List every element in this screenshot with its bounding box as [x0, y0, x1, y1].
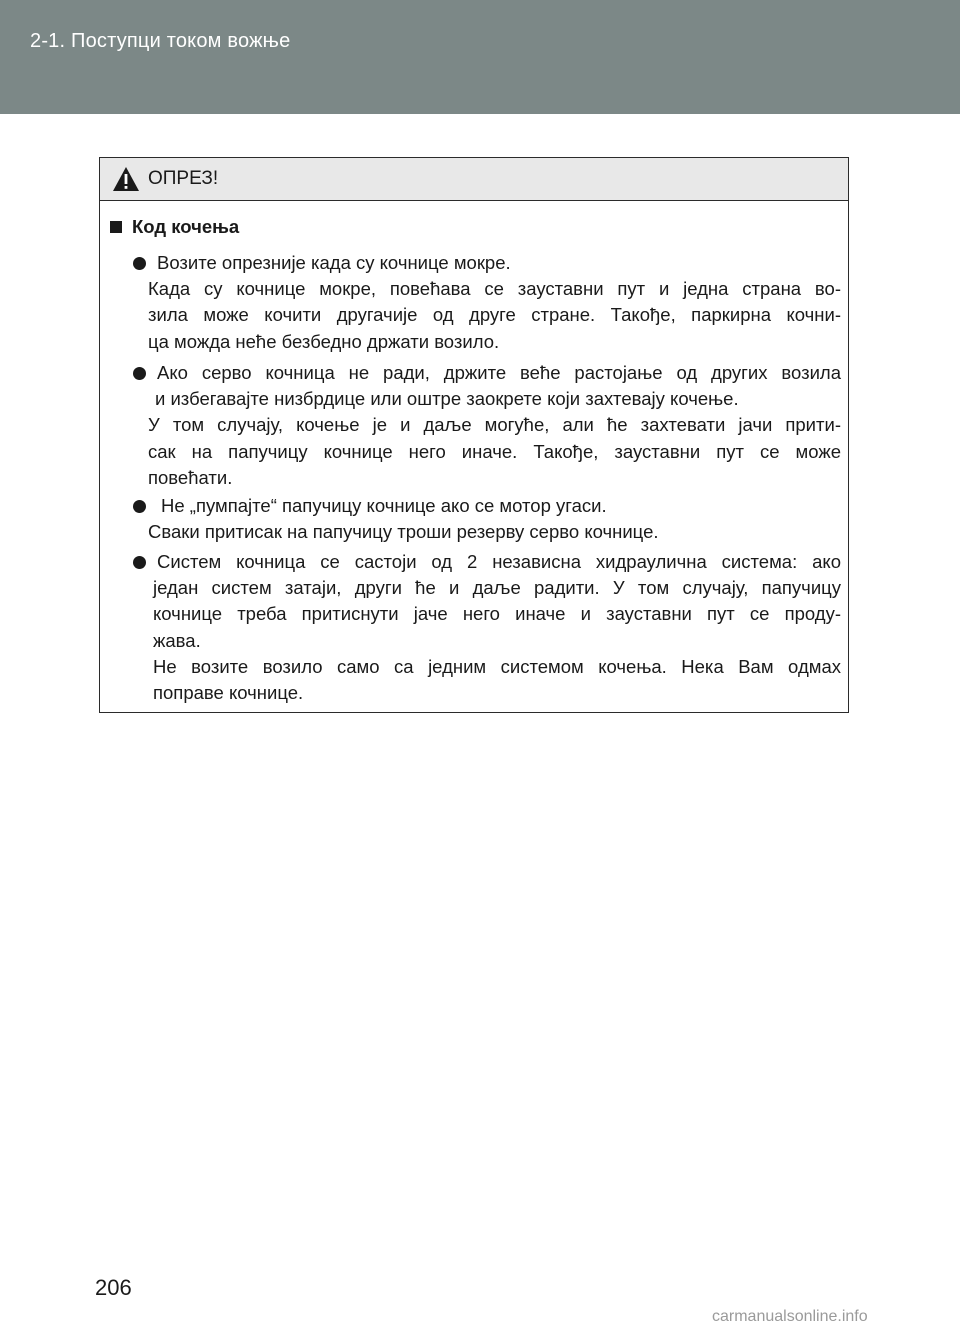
- caution-box: [99, 157, 849, 713]
- item-line: Систем кочница се састоји од 2 независна хидраулична система: ако: [157, 551, 841, 572]
- caution-header: [100, 158, 848, 201]
- bullet-icon: [133, 257, 146, 270]
- section-heading-text: Код кочења: [132, 216, 240, 237]
- caution-item: [133, 493, 841, 545]
- caution-item: [133, 250, 841, 355]
- bullet-icon: [133, 367, 146, 380]
- section-header-title: 2-1. Поступци током вожње: [30, 30, 291, 52]
- caution-label: ОПРЕЗ!: [148, 168, 219, 189]
- item-line: Возите опрезније када су кочнице мокре.: [157, 252, 511, 273]
- item-line: и избегавајте низбрдице или оштре заокрете који захтевају кочење.: [155, 388, 739, 410]
- section-heading: [110, 216, 239, 238]
- item-line: Не возите возило само са једним системом кочења. Нека Вам одмах: [153, 655, 841, 677]
- caution-item: [133, 549, 841, 706]
- bullet-icon: [133, 556, 146, 569]
- page-number: 206: [95, 1275, 132, 1300]
- item-line: сак на папучицу кочнице него иначе. Такође, зауставни пут се може: [148, 440, 841, 462]
- item-line: ца можда неће безбедно држати возило.: [148, 330, 500, 352]
- item-line: кочнице треба притиснути јаче него иначе и зауставни пут се проду-: [153, 603, 841, 625]
- watermark: carmanualsonline.info: [712, 1308, 868, 1325]
- item-line: зила може кочити другачије од друге стране. Такође, паркирна кочни-: [148, 304, 841, 326]
- item-line: Сваки притисак на папучицу троши резерву серво кочнице.: [148, 521, 659, 543]
- item-line: Не „пумпајте“ папучицу кочнице ако се мотор угаси.: [161, 495, 607, 516]
- square-bullet-icon: [110, 221, 122, 233]
- item-line: један систем затаји, други ће и даље радити. У том случају, папучицу: [153, 577, 841, 599]
- warning-triangle-icon: [112, 166, 140, 192]
- caution-item: [133, 360, 841, 491]
- item-line: жава.: [153, 629, 201, 651]
- page-header: [0, 0, 960, 114]
- item-line: повећати.: [148, 466, 233, 488]
- item-line: У том случају, кочење је и даље могуће, али ће захтевати јачи прити-: [148, 414, 841, 436]
- item-line: Ако серво кочница не ради, држите веће растојање од других возила: [157, 362, 841, 383]
- bullet-icon: [133, 500, 146, 513]
- item-line: поправе кочнице.: [153, 682, 304, 704]
- item-line: Када су кочнице мокре, повећава се зауставни пут и једна страна во-: [148, 278, 841, 300]
